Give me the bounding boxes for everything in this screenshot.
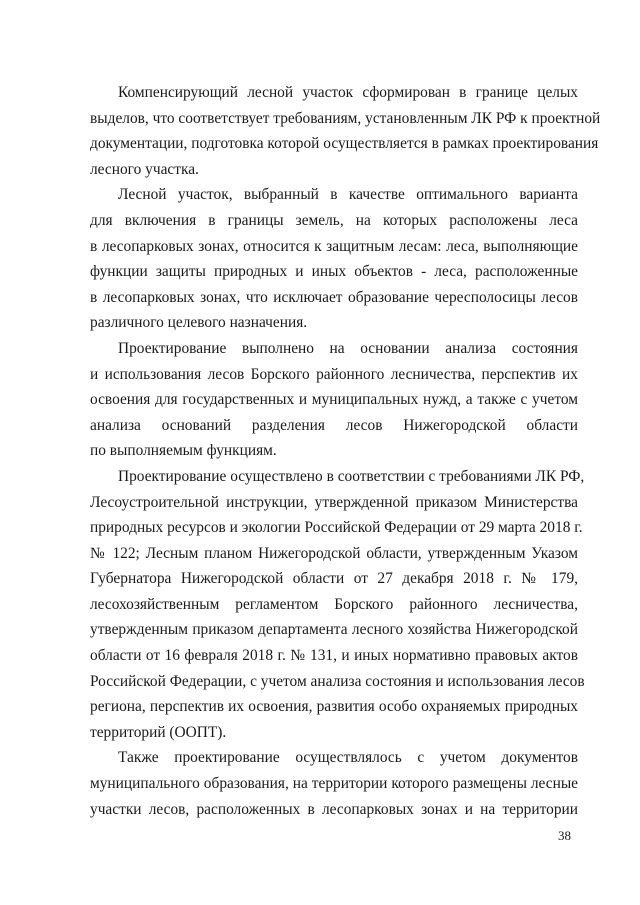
paragraph-line: Губернатора Нижегородской области от 27 декабря 2018 г. № 179,	[90, 570, 578, 588]
paragraph-3	[90, 336, 578, 464]
paragraph-line: № 122; Лесным планом Нижегородской области, утвержденным Указом	[90, 544, 578, 562]
paragraph-line: Проектирование выполнено на основании анализа состояния	[118, 339, 578, 357]
paragraph-line: региона, перспектив их освоения, развития особо охраняемых природных	[90, 698, 578, 716]
paragraph-line: документации, подготовка которой осуществляется в рамках проектирования	[90, 135, 599, 153]
paragraph-line: анализа оснований разделения лесов Нижегородской области	[90, 416, 578, 434]
document-page	[90, 80, 601, 822]
paragraph-line: Также проектирование осуществлялось с учетом документов	[118, 749, 578, 767]
paragraph-line: функции защиты природных и иных объектов - леса, расположенные	[90, 263, 578, 281]
paragraph-line: Проектирование осуществлено в соответствии с требованиями ЛК РФ,	[118, 467, 585, 485]
paragraph-line: для включения в границы земель, на которых расположены леса	[90, 211, 578, 229]
paragraph-line: лесохозяйственным регламентом Борского районного лесничества,	[90, 595, 578, 613]
paragraph-line: муниципального образования, на территории которого размещены лесные	[90, 775, 578, 793]
paragraph-1	[90, 80, 601, 182]
paragraph-4	[90, 464, 585, 746]
paragraph-line: территорий (ООПТ).	[90, 723, 227, 741]
page-number: 38	[558, 828, 571, 843]
paragraph-line: Компенсирующий лесной участок сформирован в границе целых	[118, 84, 578, 101]
paragraph-line: различного целевого назначения.	[90, 314, 308, 332]
paragraph-line: утвержденным приказом департамента лесного хозяйства Нижегородской	[90, 621, 578, 639]
paragraph-line: по выполняемым функциям.	[90, 442, 277, 460]
paragraph-line: участки лесов, расположенных в лесопарковых зонах и на территории	[90, 800, 578, 818]
paragraph-line: Российской Федерации, с учетом анализа состояния и использования лесов	[90, 672, 585, 690]
paragraph-line: в лесопарковых зонах, относится к защитным лесам: леса, выполняющие	[90, 237, 578, 255]
paragraph-line: природных ресурсов и экологии Российской Федерации от 29 марта 2018 г.	[90, 519, 583, 537]
paragraph-line: освоения для государственных и муниципальных нужд, а также с учетом	[90, 391, 578, 409]
paragraph-5	[90, 745, 578, 822]
paragraph-2	[90, 182, 578, 336]
paragraph-line: в лесопарковых зонах, что исключает образование чересполосицы лесов	[90, 288, 578, 306]
paragraph-line: области от 16 февраля 2018 г. № 131, и иных нормативно правовых актов	[90, 647, 578, 665]
paragraph-line: лесного участка.	[90, 160, 199, 178]
paragraph-line: и использования лесов Борского районного лесничества, перспектив их	[90, 365, 578, 383]
paragraph-line: Лесной участок, выбранный в качестве оптимального варианта	[118, 186, 578, 204]
paragraph-line: Лесоустроительной инструкции, утвержденной приказом Министерства	[90, 493, 578, 511]
paragraph-line: выделов, что соответствует требованиям, установленным ЛК РФ к проектной	[90, 109, 601, 127]
